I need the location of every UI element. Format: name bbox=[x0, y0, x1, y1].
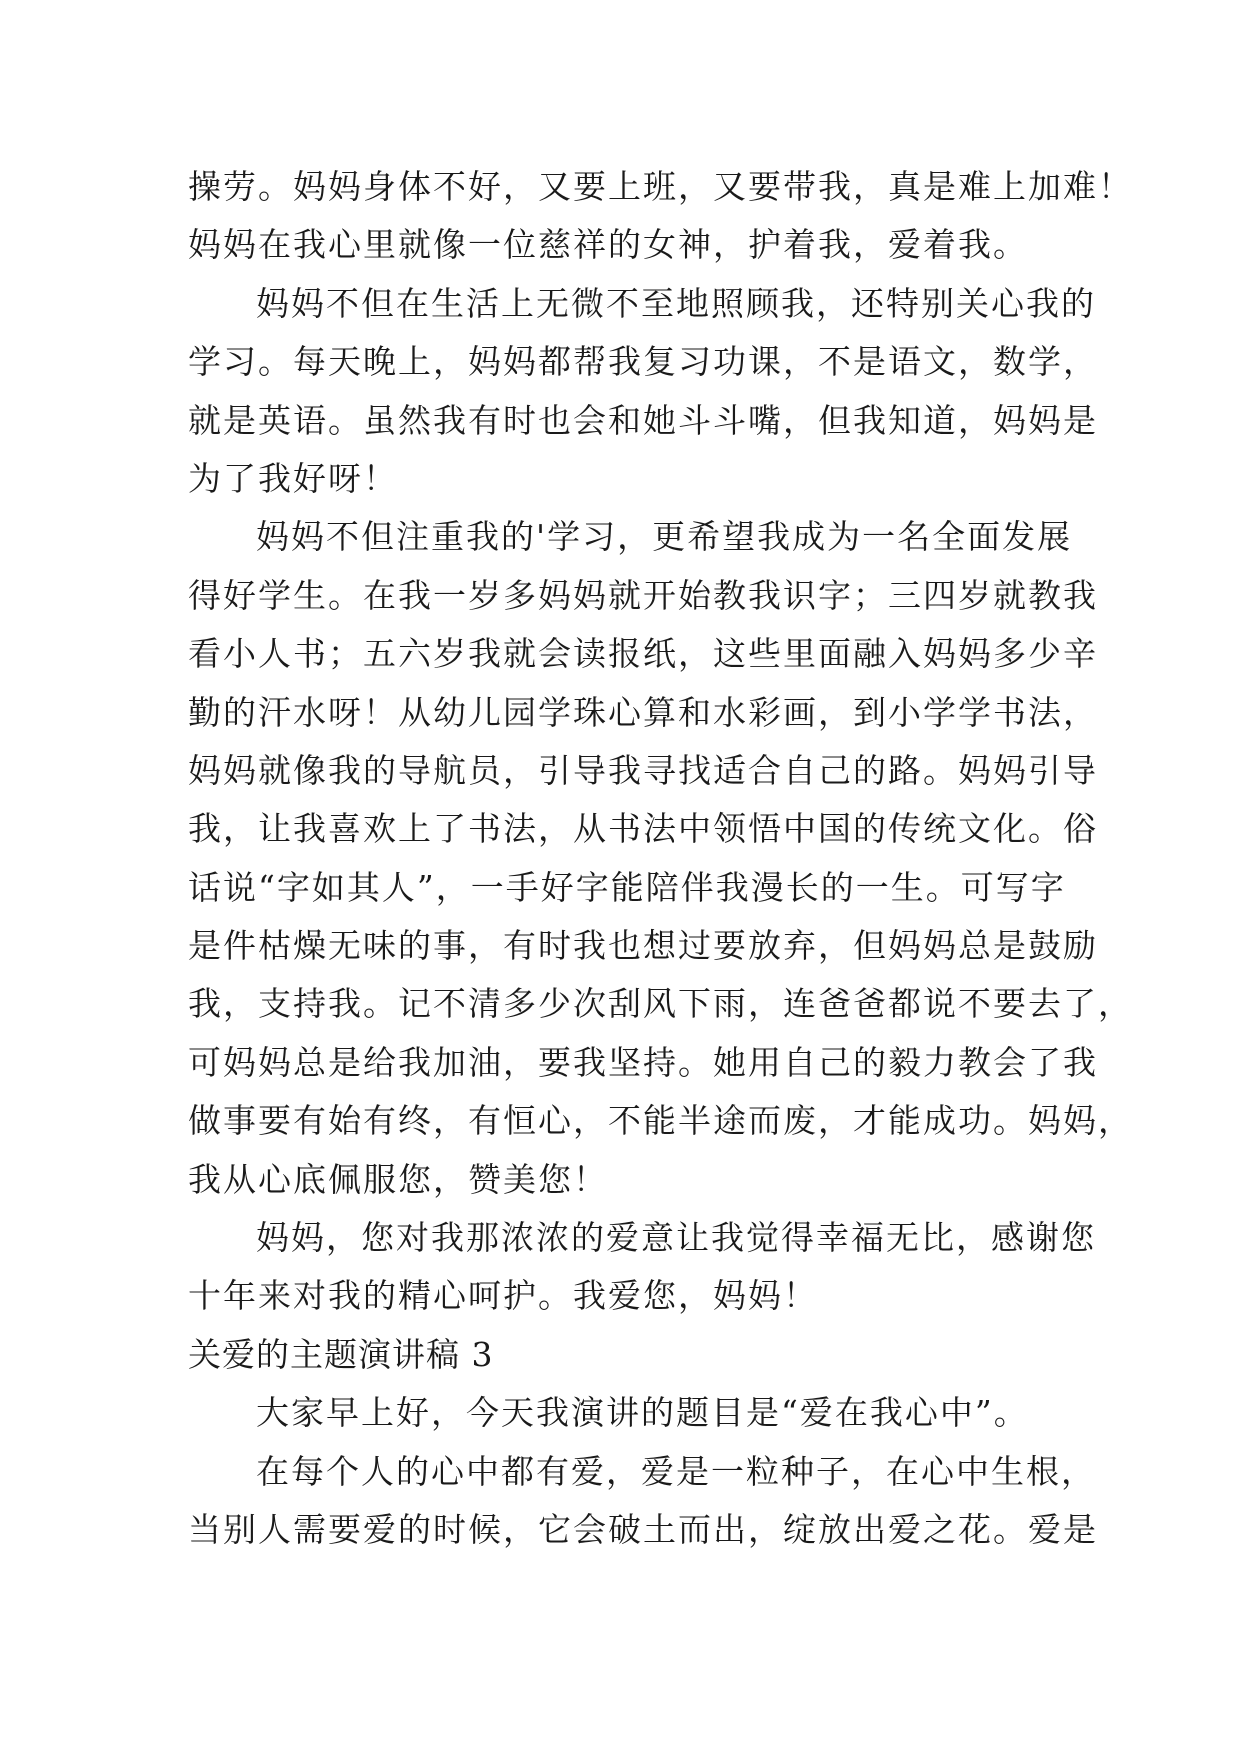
text-line: 我，支持我。记不清多少次刮风下雨，连爸爸都说不要去了， bbox=[188, 984, 1133, 1024]
document-page bbox=[188, 158, 1133, 1559]
section-heading: 关爱的主题演讲稿 3 bbox=[188, 1334, 494, 1374]
paragraph-greeting bbox=[188, 1384, 1068, 1442]
text-line: 看小人书；五六岁我就会读报纸，这些里面融入妈妈多少辛 bbox=[188, 634, 1098, 674]
text-line: 在每个人的心中都有爱，爱是一粒种子，在心中生根， bbox=[256, 1451, 1096, 1491]
text-line: 勤的汗水呀！从幼儿园学珠心算和水彩画，到小学学书法， bbox=[188, 692, 1098, 732]
paragraph-development bbox=[188, 508, 1133, 1209]
text-line: 妈妈在我心里就像一位慈祥的女神，护着我，爱着我。 bbox=[188, 225, 1028, 265]
text-line: 我，让我喜欢上了书法，从书法中领悟中国的传统文化。俗 bbox=[188, 809, 1098, 849]
text-line: 得好学生。在我一岁多妈妈就开始教我识字；三四岁就教我 bbox=[188, 575, 1098, 615]
text-line: 大家早上好，今天我演讲的题目是“爱在我心中”。 bbox=[256, 1393, 1029, 1433]
text-line: 做事要有始有终，有恒心，不能半途而废，才能成功。妈妈， bbox=[188, 1101, 1133, 1141]
text-line: 可妈妈总是给我加油，要我坚持。她用自己的毅力教会了我 bbox=[188, 1042, 1098, 1082]
text-line: 学习。每天晚上，妈妈都帮我复习功课，不是语文，数学， bbox=[188, 342, 1098, 382]
text-line: 妈妈不但在生活上无微不至地照顾我，还特别关心我的 bbox=[256, 283, 1096, 323]
text-line: 十年来对我的精心呵护。我爱您，妈妈！ bbox=[188, 1276, 818, 1316]
text-line: 操劳。妈妈身体不好，又要上班，又要带我，真是难上加难！ bbox=[188, 167, 1133, 206]
text-line: 当别人需要爱的时候，它会破土而出，绽放出爱之花。爱是 bbox=[188, 1509, 1098, 1549]
text-line: 我从心底佩服您，赞美您！ bbox=[188, 1159, 608, 1199]
paragraph-thanks bbox=[188, 1209, 1096, 1326]
text-line: 为了我好呀！ bbox=[188, 458, 398, 498]
text-line: 妈妈不但注重我的'学习，更希望我成为一名全面发展 bbox=[256, 517, 1073, 557]
text-line: 妈妈就像我的导航员，引导我寻找适合自己的路。妈妈引导 bbox=[188, 750, 1098, 790]
text-line: 话说“字如其人”，一手好字能陪伴我漫长的一生。可写字 bbox=[188, 867, 1066, 907]
text-line: 是件枯燥无味的事，有时我也想过要放弃，但妈妈总是鼓励 bbox=[188, 926, 1098, 966]
paragraph-study bbox=[188, 275, 1098, 509]
paragraph-continuation bbox=[188, 158, 1133, 275]
paragraph-seed bbox=[188, 1443, 1098, 1560]
text-line: 妈妈，您对我那浓浓的爱意让我觉得幸福无比，感谢您 bbox=[256, 1218, 1096, 1258]
text-line: 就是英语。虽然我有时也会和她斗斗嘴，但我知道，妈妈是 bbox=[188, 400, 1098, 440]
